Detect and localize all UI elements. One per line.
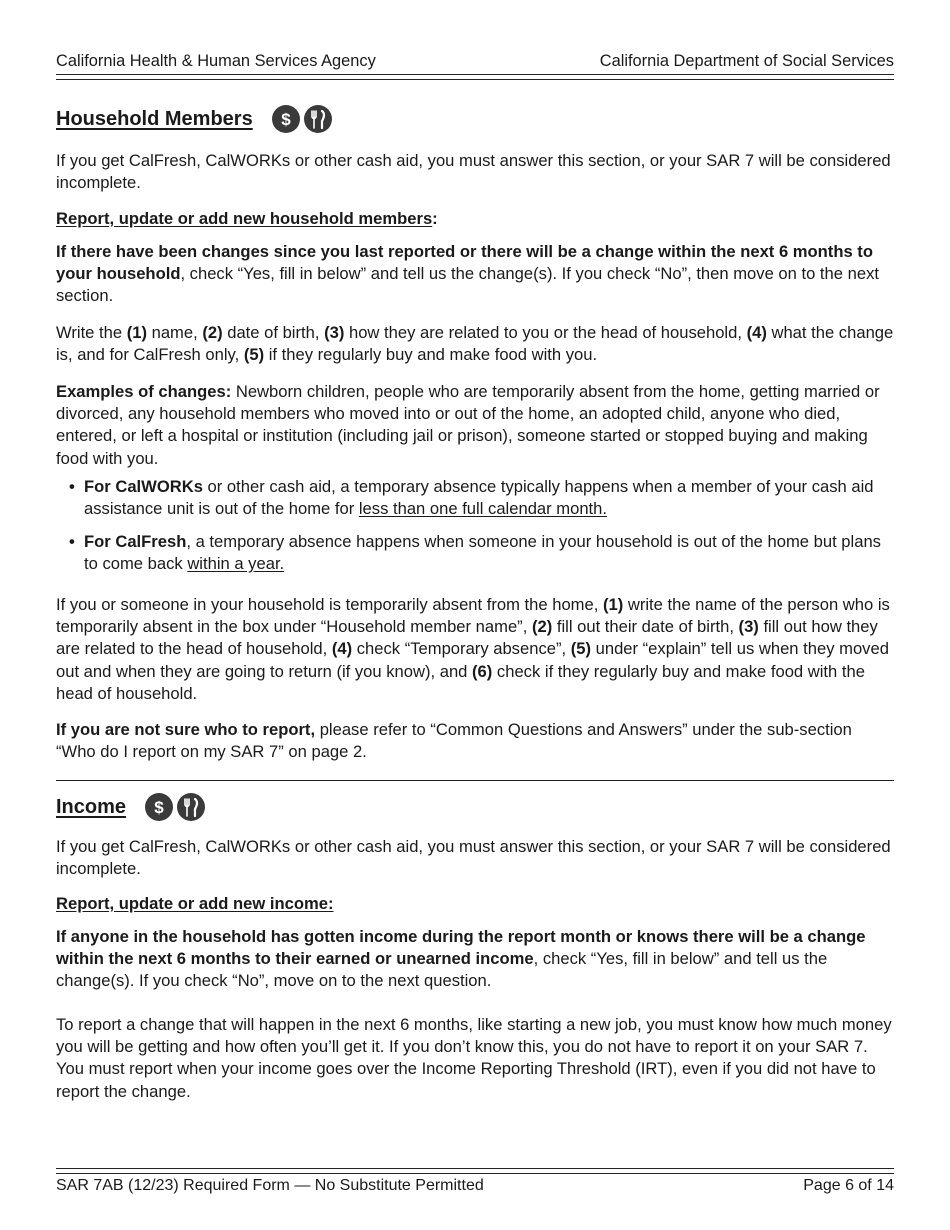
household-examples-paragraph: Examples of changes: Newborn children, people who are temporarily absent from the home, getting married or divorced, any household members who moved into or out of the home, an adopted child, anyone who died, entered, or left a hospital or institution (including jail or prison), someone started or stopped buying and making food with you. bbox=[56, 382, 880, 468]
household-intro: If you get CalFresh, CalWORKs or other cash aid, you must answer this section, or your SAR 7 will be considered incomplete. bbox=[56, 151, 891, 193]
page-footer bbox=[56, 1176, 894, 1196]
income-title: Income bbox=[56, 795, 127, 818]
income-section-header bbox=[56, 792, 206, 822]
svg-text:$: $ bbox=[280, 110, 291, 129]
department-name: California Department of Social Services bbox=[599, 52, 894, 70]
household-absent-paragraph: If you or someone in your household is temporarily absent from the home, (1) write the name of the person who is temporarily absent in the box under “Household member name”, (2) fill out their date of birth, (3) fill out how they are related to the head of household, (4) check “Temporary absence”, (5) under “explain” tell us when they moved out and when they are going to return (if you know), and (6) check if they regularly buy and make food with the head of household. bbox=[56, 595, 890, 703]
income-changes-paragraph: If anyone in the household has gotten income during the report month or knows there will be a change within the next 6 months to their earned or unearned income, check “Yes, fill in below” and tell us the change(s). If you check “No”, move on to the next question. bbox=[56, 927, 866, 991]
income-future-paragraph: To report a change that will happen in the next 6 months, like starting a new job, you must know how much money you will be getting and how often you’ll get it. If you don’t know this, you do not have to report it on your SAR 7. You must report when your income goes over the Income Reporting Threshold (IRT), even if you did not have to report the change. bbox=[56, 1015, 892, 1101]
cash-aid-icon bbox=[271, 104, 301, 134]
list-item: • For CalWORKs or other cash aid, a temporary absence typically happens when a member of your cash aid assistance unit is out of the home for less than one full calendar month. bbox=[56, 476, 894, 520]
household-changes-paragraph: If there have been changes since you last reported or there will be a change within the next 6 months to your household, check “Yes, fill in below” and tell us the change(s). If you check “No”, then move on to the next section. bbox=[56, 242, 879, 306]
household-report-heading: Report, update or add new household members: bbox=[56, 209, 438, 228]
household-section-header bbox=[56, 104, 333, 134]
form-id: SAR 7AB (12/23) Required Form — No Substitute Permitted bbox=[56, 1177, 484, 1194]
income-report-heading: Report, update or add new income: bbox=[56, 894, 334, 913]
svg-text:$: $ bbox=[154, 798, 164, 817]
footer-rule bbox=[56, 1168, 894, 1174]
household-bullets-2 bbox=[56, 531, 894, 575]
list-item: • For CalFresh, a temporary absence happens when someone in your household is out of the home but plans to come back within a year. bbox=[56, 531, 894, 575]
household-notsure-paragraph: If you are not sure who to report, please refer to “Common Questions and Answers” under the sub-section “Who do I report on my SAR 7” on page 2. bbox=[56, 720, 852, 762]
food-icon bbox=[176, 792, 206, 822]
page-header bbox=[56, 51, 894, 71]
income-intro: If you get CalFresh, CalWORKs or other cash aid, you must answer this section, or your SAR 7 will be considered incomplete. bbox=[56, 837, 891, 879]
page-number: Page 6 of 14 bbox=[803, 1177, 894, 1194]
header-rule bbox=[56, 74, 894, 80]
section-divider bbox=[56, 780, 894, 781]
food-icon bbox=[303, 104, 333, 134]
household-bullets bbox=[56, 476, 894, 520]
household-write-paragraph: Write the (1) name, (2) date of birth, (3) how they are related to you or the head of household, (4) what the change is, and for CalFresh only, (5) if they regularly buy and make food with you. bbox=[56, 323, 894, 365]
cash-aid-icon bbox=[144, 792, 174, 822]
agency-name: California Health & Human Services Agency bbox=[56, 52, 376, 70]
household-title: Household Members bbox=[56, 107, 253, 130]
